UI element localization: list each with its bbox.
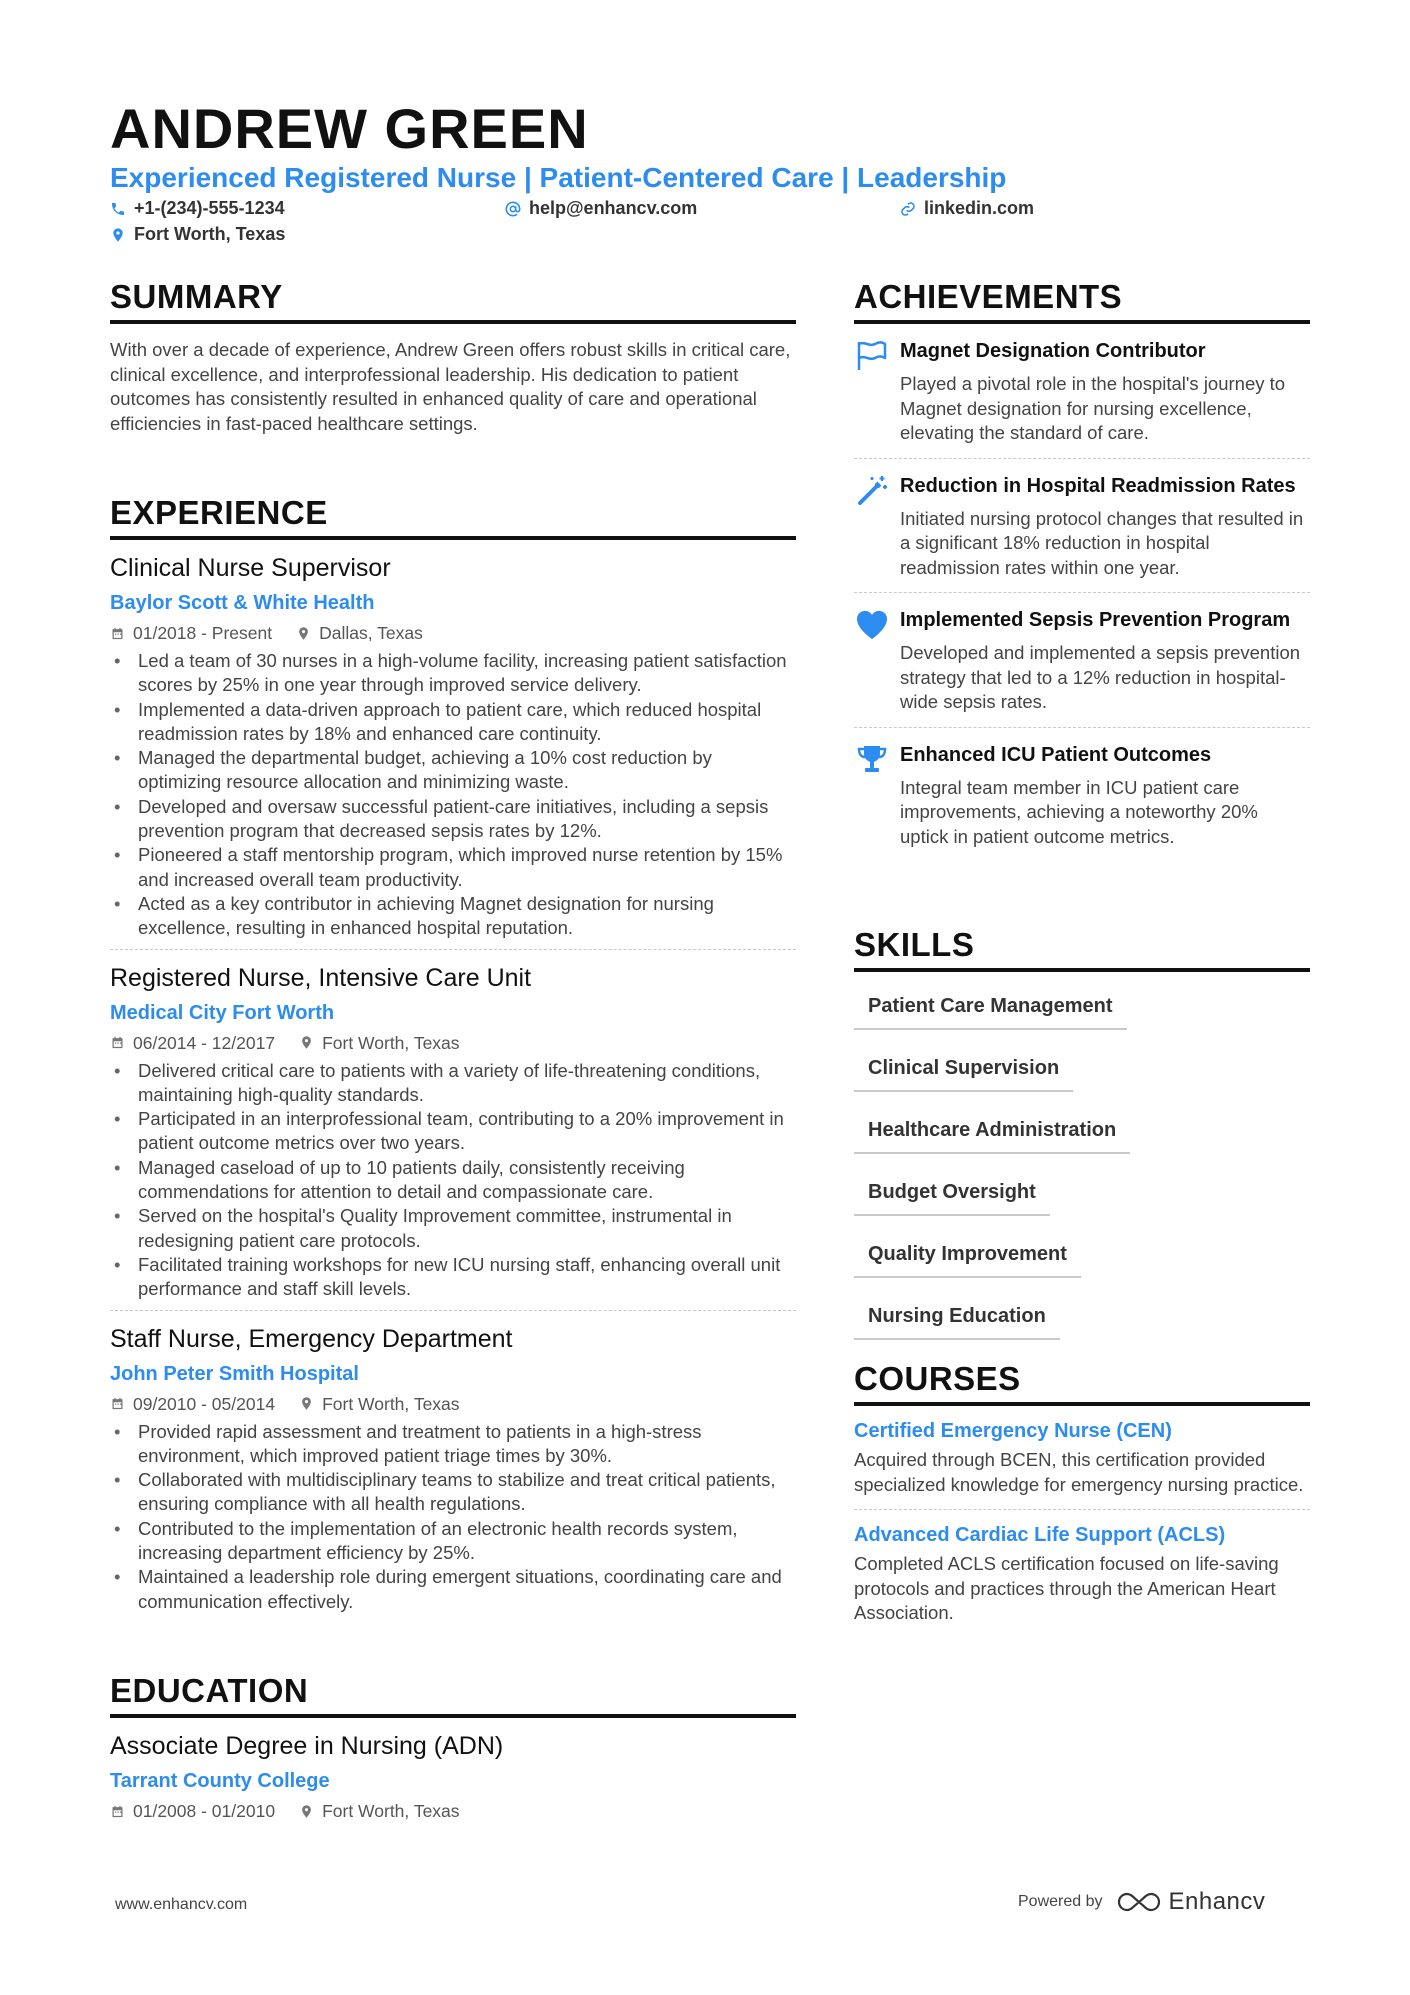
- job-dates-text: 01/2018 - Present: [133, 623, 273, 643]
- course-title: Certified Emergency Nurse (CEN): [854, 1420, 1172, 1442]
- link-icon: [900, 201, 916, 217]
- contact-location: [110, 224, 285, 245]
- achievement-title: Magnet Designation Contributor: [900, 340, 1206, 362]
- job-entry: [110, 552, 796, 950]
- job-title: Staff Nurse, Emergency Department: [110, 1324, 513, 1353]
- headline: Experienced Registered Nurse | Patient-Centered Care | Leadership: [110, 162, 1007, 193]
- job-dates: [110, 621, 272, 645]
- location-pin-icon: [299, 1396, 314, 1411]
- contact-linkedin[interactable]: [900, 198, 1034, 219]
- skills-section: [854, 926, 1310, 1340]
- job-location: [299, 1392, 459, 1416]
- course-desc: Acquired through BCEN, this certification provided specialized knowledge for emergency nursing practice.: [854, 1449, 1304, 1495]
- job-location-text: Dallas, Texas: [319, 623, 423, 643]
- email-text: help@enhancv.com: [529, 198, 698, 218]
- brand-logo[interactable]: [1117, 1888, 1266, 1916]
- company-name: Baylor Scott & White Health: [110, 592, 375, 614]
- school-name: Tarrant County College: [110, 1770, 330, 1792]
- achievement-desc: Developed and implemented a sepsis prevention strategy that led to a 12% reduction in hospital-wide sepsis rates.: [900, 642, 1301, 712]
- education-heading: EDUCATION: [110, 1672, 796, 1718]
- skill-tag: Quality Improvement: [854, 1234, 1081, 1278]
- job-bullet: • Facilitated training workshops for new ICU nursing staff, enhancing overall unit performance and staff skill levels.: [110, 1253, 796, 1302]
- job-bullet: • Pioneered a staff mentorship program, which improved nurse retention by 15% and increased overall team productivity.: [110, 843, 796, 892]
- skill-tag: Clinical Supervision: [854, 1048, 1073, 1092]
- job-dates-text: 09/2010 - 05/2014: [133, 1393, 276, 1414]
- footer-branding: [1018, 1888, 1265, 1916]
- job-location-text: Fort Worth, Texas: [322, 1032, 460, 1053]
- powered-by-text: Powered by: [1018, 1893, 1103, 1910]
- contact-email[interactable]: [505, 198, 697, 219]
- skill-tag: Patient Care Management: [854, 986, 1127, 1030]
- job-meta: [110, 1392, 796, 1416]
- job-bullet: • Acted as a key contributor in achieving Magnet designation for nursing excellence, resulting in enhanced hospital reputation.: [110, 892, 796, 941]
- achievement-desc: Played a pivotal role in the hospital's journey to Magnet designation for nursing excellence, elevating the standard of care.: [900, 373, 1286, 443]
- experience-heading: EXPERIENCE: [110, 494, 796, 540]
- job-bullet: • Provided rapid assessment and treatment to patients in a high-stress environment, which improved patient triage times by 30%.: [110, 1420, 796, 1469]
- job-bullet: • Managed caseload of up to 10 patients daily, consistently receiving commendations for attention to detail and compassionate care.: [110, 1156, 796, 1205]
- job-bullets: [110, 649, 796, 941]
- skill-tag: Nursing Education: [854, 1296, 1060, 1340]
- summary-heading: SUMMARY: [110, 278, 796, 324]
- achievement-title: Reduction in Hospital Readmission Rates: [900, 474, 1296, 497]
- company-name: John Peter Smith Hospital: [110, 1362, 359, 1385]
- achievements-section: [854, 278, 1310, 861]
- magic-wand-icon: [854, 473, 900, 581]
- courses-section: [854, 1360, 1310, 1638]
- experience-section: [110, 494, 796, 1632]
- achievement-list: [854, 324, 1310, 861]
- job-dates-text: 06/2014 - 12/2017: [133, 1032, 276, 1053]
- job-title: Registered Nurse, Intensive Care Unit: [110, 963, 532, 992]
- candidate-name: ANDREW GREEN: [110, 97, 589, 160]
- calendar-icon: [110, 1396, 125, 1411]
- phone-icon: [110, 201, 126, 217]
- job-list: [110, 552, 796, 1622]
- job-bullet: • Led a team of 30 nurses in a high-volume facility, increasing patient satisfaction scores by 25% in one year through improved service delivery.: [110, 649, 796, 698]
- location-pin-icon: [110, 227, 126, 243]
- job-entry: [110, 1323, 796, 1622]
- degree-title: Associate Degree in Nursing (ADN): [110, 1732, 504, 1760]
- location-pin-icon: [299, 1035, 314, 1050]
- job-bullet: • Collaborated with multidisciplinary teams to stabilize and treat critical patients, ensuring compliance with all health regulations.: [110, 1468, 796, 1517]
- footer-website[interactable]: www.enhancv.com: [115, 1896, 248, 1913]
- location-pin-icon: [299, 1804, 314, 1819]
- linkedin-text: linkedin.com: [924, 198, 1035, 218]
- job-meta: [110, 621, 796, 645]
- summary-section: [110, 278, 796, 436]
- job-bullet: • Served on the hospital's Quality Improvement committee, instrumental in redesigning patient care protocols.: [110, 1204, 796, 1253]
- education-location: [299, 1799, 459, 1823]
- course-list: [854, 1406, 1310, 1638]
- job-bullet: • Participated in an interprofessional team, contributing to a 20% improvement in patient outcome metrics over two years.: [110, 1107, 796, 1156]
- flag-icon: [854, 338, 900, 446]
- brand-name: Enhancv: [1168, 1888, 1266, 1915]
- course-desc: Completed ACLS certification focused on life-saving protocols and practices through the American Heart Association.: [854, 1553, 1279, 1623]
- job-bullets: [110, 1420, 796, 1614]
- job-location-text: Fort Worth, Texas: [322, 1393, 460, 1414]
- company-name: Medical City Fort Worth: [110, 1001, 335, 1024]
- job-location: [299, 1031, 459, 1055]
- job-bullets: [110, 1059, 796, 1302]
- course-item: [854, 1406, 1310, 1510]
- enhancv-logo-icon: [1117, 1890, 1161, 1914]
- education-meta: [110, 1799, 796, 1823]
- achievement-item: [854, 324, 1310, 459]
- location-text: Fort Worth, Texas: [134, 224, 286, 244]
- job-dates: [110, 1031, 275, 1055]
- achievements-heading: ACHIEVEMENTS: [854, 278, 1310, 324]
- job-location: [296, 621, 423, 645]
- summary-text: With over a decade of experience, Andrew Green offers robust skills in critical care, clinical excellence, and interprofessional leadership. His dedication to patient outcomes has consistently resulted in enhanced quality of care and operational efficiencies in fast-paced healthcare settings.: [110, 339, 791, 434]
- achievement-title: Enhanced ICU Patient Outcomes: [900, 743, 1212, 766]
- skills-heading: SKILLS: [854, 926, 1310, 972]
- phone-text: +1-(234)-555-1234: [134, 198, 285, 218]
- achievement-item: [854, 728, 1310, 862]
- heart-icon: [854, 607, 900, 715]
- course-item: [854, 1510, 1310, 1638]
- job-bullet: • Managed the departmental budget, achieving a 10% cost reduction by optimizing resource allocation and minimizing waste.: [110, 746, 796, 795]
- courses-heading: COURSES: [854, 1360, 1310, 1406]
- achievement-desc: Integral team member in ICU patient care improvements, achieving a noteworthy 20% uptick in patient outcome metrics.: [900, 776, 1258, 847]
- course-title: Advanced Cardiac Life Support (ACLS): [854, 1524, 1226, 1546]
- skill-list: [854, 978, 1310, 1340]
- calendar-icon: [110, 626, 125, 641]
- achievement-item: [854, 459, 1310, 594]
- achievement-title: Implemented Sepsis Prevention Program: [900, 609, 1291, 631]
- trophy-icon: [854, 742, 900, 850]
- education-dates: [110, 1799, 275, 1823]
- location-pin-icon: [296, 626, 311, 641]
- achievement-desc: Initiated nursing protocol changes that resulted in a significant 18% reduction in hospital readmission rates within one year.: [900, 507, 1304, 578]
- calendar-icon: [110, 1035, 125, 1050]
- education-section: [110, 1672, 796, 1823]
- job-title: Clinical Nurse Supervisor: [110, 554, 391, 582]
- skill-tag: Budget Oversight: [854, 1172, 1050, 1216]
- achievement-item: [854, 593, 1310, 728]
- education-location-text: Fort Worth, Texas: [322, 1801, 460, 1821]
- job-bullet: • Implemented a data-driven approach to patient care, which reduced hospital readmission rates by 18% and enhanced care continuity.: [110, 698, 796, 747]
- job-bullet: • Delivered critical care to patients with a variety of life-threatening conditions, maintaining high-quality standards.: [110, 1059, 796, 1108]
- job-bullet: • Maintained a leadership role during emergent situations, coordinating care and communication effectively.: [110, 1565, 796, 1614]
- at-sign-icon: [505, 201, 521, 217]
- job-meta: [110, 1031, 796, 1055]
- education-dates-text: 01/2008 - 01/2010: [133, 1801, 276, 1821]
- job-entry: [110, 962, 796, 1311]
- job-bullet: • Developed and oversaw successful patient-care initiatives, including a sepsis prevention program that decreased sepsis rates by 12%.: [110, 795, 796, 844]
- calendar-icon: [110, 1804, 125, 1819]
- contact-phone: [110, 198, 285, 219]
- job-dates: [110, 1392, 275, 1416]
- job-bullet: • Contributed to the implementation of an electronic health records system, increasing department efficiency by 25%.: [110, 1517, 796, 1566]
- skill-tag: Healthcare Administration: [854, 1110, 1130, 1154]
